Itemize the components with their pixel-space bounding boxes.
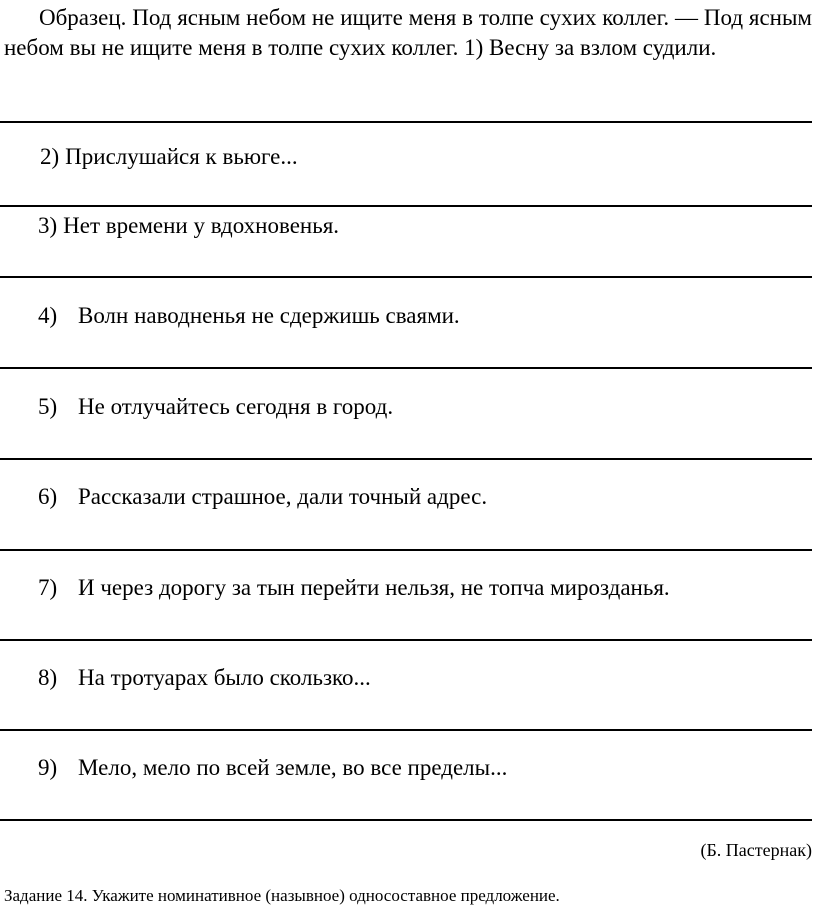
exercise-item-5 [38, 392, 393, 422]
item-number: 4) [38, 303, 58, 328]
exercise-item-7 [38, 573, 670, 603]
item-text: Нет времени у вдохновенья. [63, 213, 340, 238]
item-number: 2) [40, 144, 60, 169]
item-number: 9) [38, 755, 58, 780]
answer-line-8 [0, 729, 812, 731]
answer-line-7 [0, 639, 812, 641]
sample-paragraph: Образец. Под ясным небом не ищите меня в толпе сухих коллег. — Под ясным небом вы не ищите меня в толпе сухих коллег. 1) Весну за взлом судили. [4, 5, 812, 60]
item-text: Мело, мело по всей земле, во все пределы... [78, 755, 508, 780]
item-text: На тротуарах было скользко... [78, 665, 371, 690]
answer-line-5 [0, 458, 812, 460]
exercise-item-9 [38, 753, 507, 783]
exercise-item-2 [40, 142, 298, 172]
exercise-item-3 [38, 211, 339, 241]
exercise-item-8 [38, 663, 371, 693]
exercise-item-4 [38, 301, 460, 331]
answer-line-6 [0, 549, 812, 551]
answer-line-2 [0, 205, 812, 207]
item-text: Не отлучайтесь сегодня в город. [78, 394, 394, 419]
item-text: Рассказали страшное, дали точный адрес. [78, 484, 488, 509]
answer-line-9 [0, 819, 812, 821]
item-number: 3) [38, 213, 58, 238]
item-text: И через дорогу за тын перейти нельзя, не топча мирозданья. [78, 575, 670, 600]
item-number: 7) [38, 575, 58, 600]
task-heading: Задание 14. Укажите номинативное (назывное) односоставное предложение. [4, 886, 560, 905]
item-text: Прислушайся к вьюге... [65, 144, 298, 169]
item-number: 6) [38, 484, 58, 509]
item-number: 8) [38, 665, 58, 690]
item-text: Волн наводненья не сдержишь сваями. [78, 303, 460, 328]
answer-line-1 [0, 121, 812, 123]
item-number: 5) [38, 394, 58, 419]
exercise-item-6 [38, 482, 487, 512]
answer-line-4 [0, 367, 812, 369]
answer-line-3 [0, 276, 812, 278]
author-attribution: (Б. Пастернак) [700, 840, 812, 860]
